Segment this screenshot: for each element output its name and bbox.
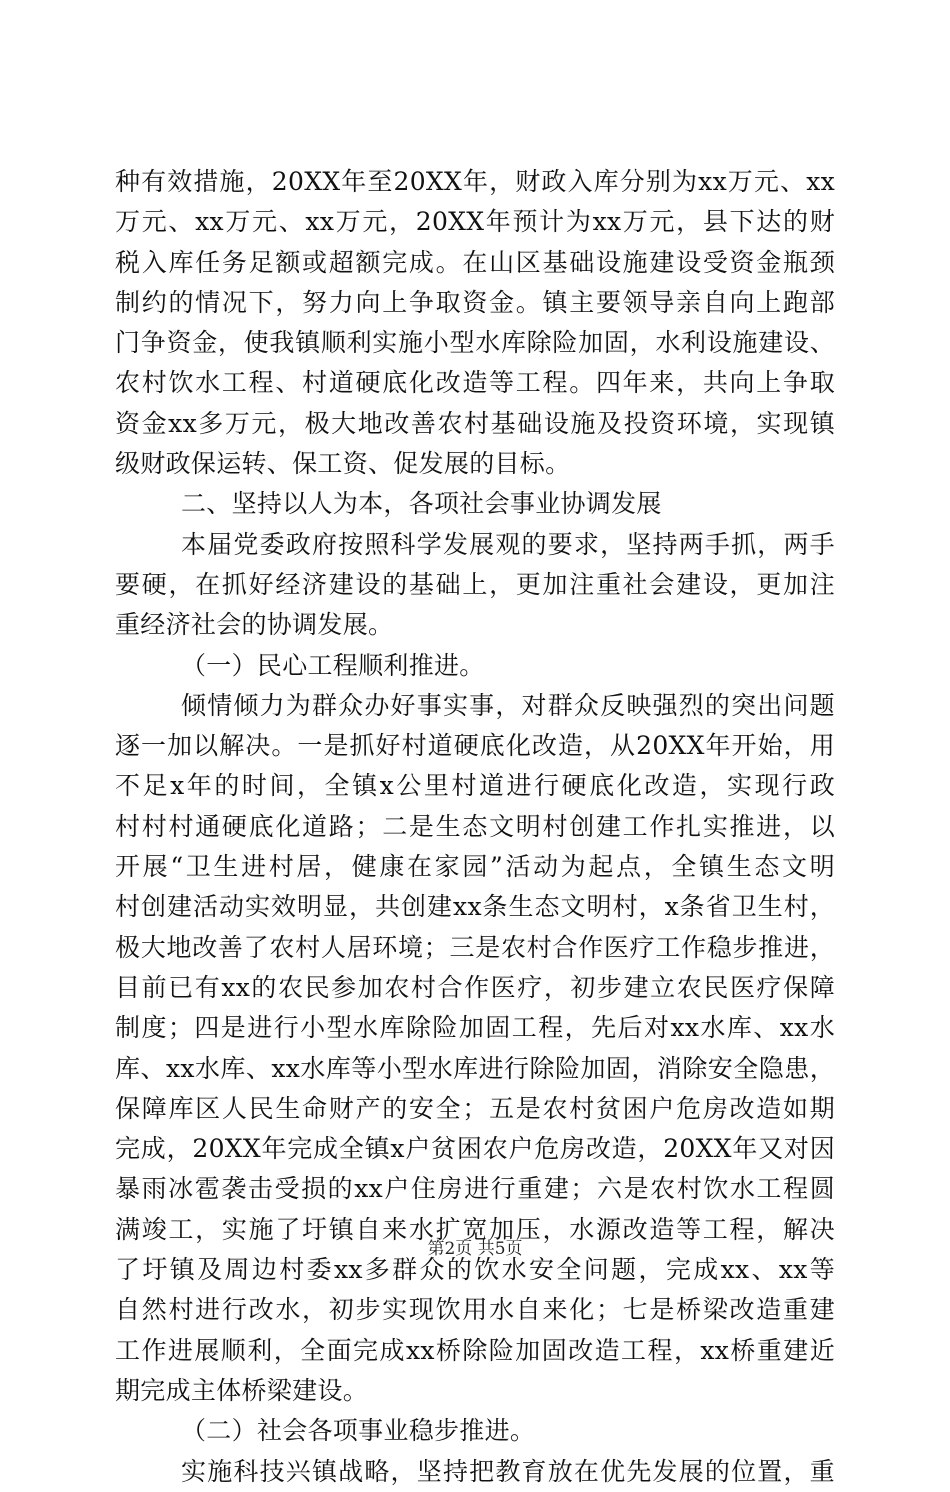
subsection-heading: （一）民心工程顺利推进。 bbox=[181, 650, 485, 680]
text-line: 暴雨冰雹袭击受损的xx户住房进行重建；六是农村饮水工程圆 bbox=[115, 1174, 835, 1204]
text-line: 本届党委政府按照科学发展观的要求，坚持两手抓，两手 bbox=[181, 529, 835, 559]
text-line: 满竣工，实施了圩镇自来水扩宽加压，水源改造等工程，解决 bbox=[115, 1214, 835, 1244]
document-body bbox=[115, 162, 835, 1492]
text-line: 极大地改善了农村人居环境；三是农村合作医疗工作稳步推进， bbox=[115, 932, 835, 962]
text-line: 村创建活动实效明显，共创建xx条生态文明村，x条省卫生村， bbox=[115, 892, 835, 922]
section-heading: 二、坚持以人为本，各项社会事业协调发展 bbox=[181, 489, 662, 519]
text-line: 逐一加以解决。一是抓好村道硬底化改造，从20XX年开始，用 bbox=[115, 731, 835, 761]
text-line: 不足x年的时间，全镇x公里村道进行硬底化改造，实现行政 bbox=[115, 771, 835, 801]
text-line: 级财政保运转、保工资、促发展的目标。 bbox=[115, 449, 571, 479]
text-line: 种有效措施，20XX年至20XX年，财政入库分别为xx万元、xx bbox=[115, 167, 835, 196]
text-line: 税入库任务足额或超额完成。在山区基础设施建设受资金瓶颈 bbox=[115, 247, 835, 277]
text-line: 村村村通硬底化道路；二是生态文明村创建工作扎实推进，以 bbox=[115, 811, 835, 841]
text-line: 了圩镇及周边村委xx多群众的饮水安全问题，完成xx、xx等 bbox=[115, 1255, 835, 1285]
text-line: 工作进展顺利，全面完成xx桥除险加固改造工程，xx桥重建近 bbox=[115, 1335, 835, 1365]
text-line: 制约的情况下，努力向上争取资金。镇主要领导亲自向上跑部 bbox=[115, 287, 835, 317]
subsection-heading: （二）社会各项事业稳步推进。 bbox=[181, 1416, 536, 1446]
text-line: 开展“卫生进村居，健康在家园”活动为起点，全镇生态文明 bbox=[115, 852, 835, 882]
text-line: 资金xx多万元，极大地改善农村基础设施及投资环境，实现镇 bbox=[115, 408, 835, 438]
page-number-footer: 第2页 共5页 bbox=[427, 1239, 523, 1259]
text-line: 万元、xx万元、xx万元，20XX年预计为xx万元，县下达的财 bbox=[115, 207, 835, 237]
text-line: 期完成主体桥梁建设。 bbox=[115, 1375, 369, 1405]
text-line: 倾情倾力为群众办好事实事，对群众反映强烈的突出问题 bbox=[181, 690, 835, 720]
text-line: 要硬，在抓好经济建设的基础上，更加注重社会建设，更加注 bbox=[115, 569, 835, 599]
text-line: 目前已有xx的农民参加农村合作医疗，初步建立农民医疗保障 bbox=[115, 972, 835, 1002]
text-line: 门争资金，使我镇顺利实施小型水库除险加固，水利设施建设、 bbox=[115, 328, 835, 358]
text-line: 制度；四是进行小型水库除险加固工程，先后对xx水库、xx水 bbox=[115, 1013, 835, 1043]
text-line: 自然村进行改水，初步实现饮用水自来化；七是桥梁改造重建 bbox=[115, 1295, 835, 1325]
text-line: 农村饮水工程、村道硬底化改造等工程。四年来，共向上争取 bbox=[115, 368, 835, 398]
text-line: 重经济社会的协调发展。 bbox=[115, 610, 394, 640]
text-line: 库、xx水库、xx水库等小型水库进行除险加固，消除安全隐患， bbox=[115, 1053, 835, 1083]
text-line: 保障库区人民生命财产的安全；五是农村贫困户危房改造如期 bbox=[115, 1093, 835, 1123]
text-line: 完成，20XX年完成全镇x户贫困农户危房改造，20XX年又对因 bbox=[115, 1134, 835, 1164]
text-line: 实施科技兴镇战略，坚持把教育放在优先发展的位置，重 bbox=[181, 1456, 835, 1486]
